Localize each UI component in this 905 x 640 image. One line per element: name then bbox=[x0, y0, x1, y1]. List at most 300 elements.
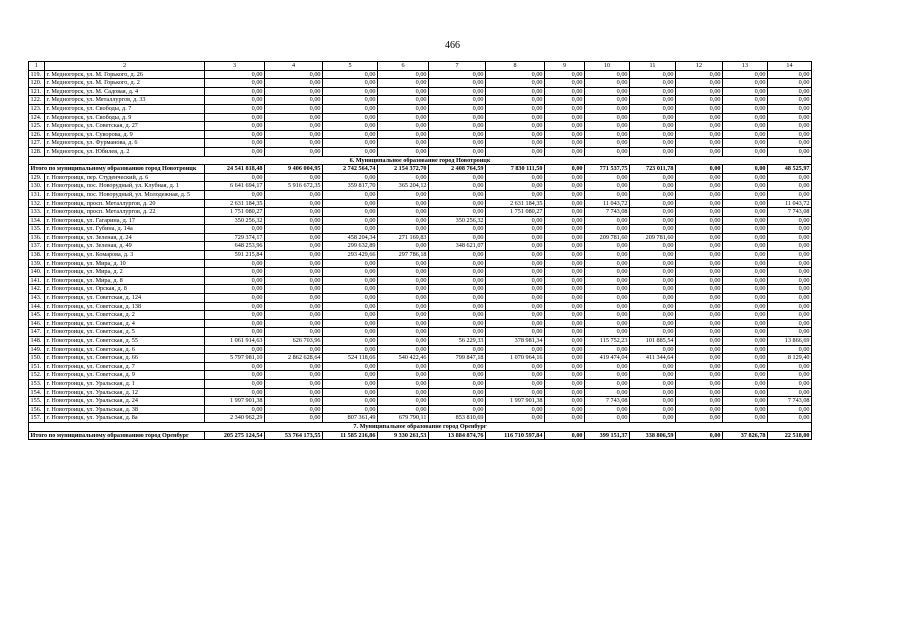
table-row bbox=[29, 233, 812, 242]
row-value: 0,00 bbox=[265, 405, 323, 414]
row-number: 151. bbox=[29, 362, 45, 371]
row-value: 0,00 bbox=[723, 182, 768, 191]
row-value: 0,00 bbox=[205, 328, 265, 337]
row-value: 6 641 694,17 bbox=[205, 182, 265, 191]
column-header: 13 bbox=[723, 62, 768, 71]
row-number: 146. bbox=[29, 319, 45, 328]
row-value: 0,00 bbox=[205, 122, 265, 131]
row-value: 209 781,60 bbox=[630, 233, 676, 242]
table-row bbox=[29, 337, 812, 346]
row-number: 150. bbox=[29, 354, 45, 363]
row-address: г. Новотроицк, ул. Уральская, д. 1 bbox=[45, 379, 205, 388]
row-value: 0,00 bbox=[429, 147, 486, 156]
row-value: 0,00 bbox=[676, 302, 723, 311]
row-value: 0,00 bbox=[429, 388, 486, 397]
row-value: 0,00 bbox=[265, 147, 323, 156]
row-value: 0,00 bbox=[545, 276, 585, 285]
row-value: 0,00 bbox=[545, 328, 585, 337]
row-value: 0,00 bbox=[768, 405, 812, 414]
row-value: 0,00 bbox=[265, 113, 323, 122]
row-value: 626 703,96 bbox=[265, 337, 323, 346]
table-row bbox=[29, 388, 812, 397]
column-header: 10 bbox=[585, 62, 630, 71]
column-header: 12 bbox=[676, 62, 723, 71]
row-value: 0,00 bbox=[545, 259, 585, 268]
row-value: 0,00 bbox=[630, 268, 676, 277]
row-value: 0,00 bbox=[323, 70, 378, 79]
row-address: г. Медногорск, ул. М. Горького, д. 2 bbox=[45, 79, 205, 88]
row-address: г. Новотроицк, ул. Мира, д. 2 bbox=[45, 268, 205, 277]
row-value: 0,00 bbox=[545, 79, 585, 88]
row-value: 0,00 bbox=[265, 139, 323, 148]
row-value: 0,00 bbox=[630, 285, 676, 294]
row-value: 0,00 bbox=[486, 113, 545, 122]
row-value: 0,00 bbox=[545, 87, 585, 96]
row-number: 142. bbox=[29, 285, 45, 294]
row-value: 0,00 bbox=[545, 190, 585, 199]
row-value: 0,00 bbox=[323, 345, 378, 354]
row-value: 0,00 bbox=[486, 225, 545, 234]
row-value: 0,00 bbox=[205, 79, 265, 88]
row-value: 0,00 bbox=[429, 79, 486, 88]
row-value: 0,00 bbox=[723, 216, 768, 225]
row-value: 0,00 bbox=[723, 371, 768, 380]
total-value: 37 826,78 bbox=[723, 431, 768, 440]
table-row bbox=[29, 173, 812, 182]
row-value: 0,00 bbox=[323, 319, 378, 328]
row-value: 0,00 bbox=[378, 285, 429, 294]
row-value: 0,00 bbox=[676, 113, 723, 122]
row-value: 0,00 bbox=[486, 122, 545, 131]
row-value: 0,00 bbox=[630, 371, 676, 380]
row-number: 127. bbox=[29, 139, 45, 148]
row-value: 0,00 bbox=[768, 388, 812, 397]
total-value: 771 537,75 bbox=[585, 165, 630, 174]
row-value: 0,00 bbox=[545, 251, 585, 260]
row-value: 0,00 bbox=[486, 345, 545, 354]
row-value: 0,00 bbox=[545, 139, 585, 148]
row-value: 0,00 bbox=[265, 328, 323, 337]
row-value: 0,00 bbox=[723, 87, 768, 96]
row-value: 0,00 bbox=[630, 96, 676, 105]
row-value: 0,00 bbox=[676, 337, 723, 346]
row-value: 0,00 bbox=[630, 276, 676, 285]
row-value: 0,00 bbox=[585, 130, 630, 139]
row-value: 209 781,60 bbox=[585, 233, 630, 242]
row-value: 0,00 bbox=[486, 216, 545, 225]
row-value: 0,00 bbox=[205, 225, 265, 234]
row-value: 0,00 bbox=[768, 319, 812, 328]
row-value: 0,00 bbox=[585, 190, 630, 199]
row-value: 0,00 bbox=[585, 104, 630, 113]
row-value: 0,00 bbox=[378, 225, 429, 234]
row-value: 0,00 bbox=[723, 122, 768, 131]
row-value: 591 215,84 bbox=[205, 251, 265, 260]
total-value: 2 154 372,70 bbox=[378, 165, 429, 174]
row-value: 0,00 bbox=[630, 70, 676, 79]
row-number: 134. bbox=[29, 216, 45, 225]
table-row bbox=[29, 130, 812, 139]
row-value: 0,00 bbox=[630, 311, 676, 320]
table-row bbox=[29, 139, 812, 148]
row-value: 0,00 bbox=[545, 354, 585, 363]
row-value: 0,00 bbox=[768, 139, 812, 148]
total-value: 2 742 564,74 bbox=[323, 165, 378, 174]
row-value: 0,00 bbox=[723, 113, 768, 122]
row-value: 1 997 901,38 bbox=[205, 397, 265, 406]
total-value: 11 585 216,86 bbox=[323, 431, 378, 440]
row-value: 0,00 bbox=[265, 216, 323, 225]
row-value: 0,00 bbox=[265, 233, 323, 242]
row-value: 0,00 bbox=[323, 208, 378, 217]
row-value: 0,00 bbox=[585, 87, 630, 96]
row-value: 0,00 bbox=[205, 362, 265, 371]
row-value: 0,00 bbox=[630, 259, 676, 268]
row-value: 0,00 bbox=[723, 319, 768, 328]
row-value: 0,00 bbox=[768, 130, 812, 139]
row-value: 0,00 bbox=[429, 233, 486, 242]
row-value: 0,00 bbox=[205, 388, 265, 397]
table-row bbox=[29, 319, 812, 328]
row-value: 0,00 bbox=[630, 414, 676, 423]
row-value: 0,00 bbox=[630, 328, 676, 337]
row-value: 1 997 901,38 bbox=[486, 397, 545, 406]
row-value: 0,00 bbox=[768, 294, 812, 303]
column-header: 4 bbox=[265, 62, 323, 71]
row-value: 0,00 bbox=[676, 294, 723, 303]
total-value: 116 710 597,84 bbox=[486, 431, 545, 440]
row-value: 0,00 bbox=[429, 294, 486, 303]
row-value: 0,00 bbox=[630, 225, 676, 234]
row-value: 0,00 bbox=[378, 139, 429, 148]
row-value: 0,00 bbox=[265, 104, 323, 113]
row-number: 122. bbox=[29, 96, 45, 105]
row-value: 0,00 bbox=[676, 362, 723, 371]
row-number: 125. bbox=[29, 122, 45, 131]
row-value: 0,00 bbox=[676, 225, 723, 234]
row-value: 0,00 bbox=[429, 130, 486, 139]
row-address: г. Новотроицк, ул. Губина, д. 14а bbox=[45, 225, 205, 234]
row-value: 0,00 bbox=[486, 139, 545, 148]
row-value: 0,00 bbox=[585, 276, 630, 285]
row-number: 153. bbox=[29, 379, 45, 388]
section-heading-row bbox=[29, 422, 812, 431]
row-value: 0,00 bbox=[486, 379, 545, 388]
row-value: 0,00 bbox=[585, 70, 630, 79]
row-address: г. Медногорск, ул. Суворова, д. 9 bbox=[45, 130, 205, 139]
column-header: 5 bbox=[323, 62, 378, 71]
row-value: 0,00 bbox=[585, 294, 630, 303]
table-row bbox=[29, 182, 812, 191]
row-value: 0,00 bbox=[378, 345, 429, 354]
row-value: 0,00 bbox=[676, 371, 723, 380]
row-value: 0,00 bbox=[486, 147, 545, 156]
row-value: 0,00 bbox=[486, 182, 545, 191]
row-value: 0,00 bbox=[630, 294, 676, 303]
row-value: 0,00 bbox=[486, 96, 545, 105]
row-value: 0,00 bbox=[323, 173, 378, 182]
column-header: 8 bbox=[486, 62, 545, 71]
row-value: 1 751 080,27 bbox=[486, 208, 545, 217]
row-number: 133. bbox=[29, 208, 45, 217]
row-value: 0,00 bbox=[676, 216, 723, 225]
row-address: г. Новотроицк, ул. Советская, д. 4 bbox=[45, 319, 205, 328]
row-value: 5 797 981,10 bbox=[205, 354, 265, 363]
row-value: 0,00 bbox=[630, 130, 676, 139]
column-header: 9 bbox=[545, 62, 585, 71]
table-row bbox=[29, 276, 812, 285]
row-value: 350 256,32 bbox=[205, 216, 265, 225]
table-row bbox=[29, 397, 812, 406]
row-value: 0,00 bbox=[265, 268, 323, 277]
total-value: 9 330 261,53 bbox=[378, 431, 429, 440]
row-value: 0,00 bbox=[585, 79, 630, 88]
row-value: 0,00 bbox=[429, 345, 486, 354]
row-value: 0,00 bbox=[545, 113, 585, 122]
row-value: 0,00 bbox=[323, 268, 378, 277]
total-row bbox=[29, 165, 812, 174]
row-value: 0,00 bbox=[205, 173, 265, 182]
row-value: 0,00 bbox=[323, 294, 378, 303]
row-address: г. Новотроицк, ул. Гагарина, д. 17 bbox=[45, 216, 205, 225]
row-value: 0,00 bbox=[545, 199, 585, 208]
row-value: 0,00 bbox=[768, 173, 812, 182]
row-address: г. Новотроицк, ул. Советская, д. 6 bbox=[45, 345, 205, 354]
row-value: 0,00 bbox=[768, 216, 812, 225]
row-value: 0,00 bbox=[630, 79, 676, 88]
row-value: 0,00 bbox=[486, 190, 545, 199]
row-address: г. Новотроицк, ул. Комарова, д. 3 bbox=[45, 251, 205, 260]
row-value: 0,00 bbox=[323, 130, 378, 139]
row-value: 0,00 bbox=[486, 233, 545, 242]
row-value: 0,00 bbox=[265, 294, 323, 303]
row-value: 0,00 bbox=[323, 276, 378, 285]
row-value: 7 743,08 bbox=[768, 397, 812, 406]
row-value: 0,00 bbox=[545, 182, 585, 191]
row-value: 0,00 bbox=[676, 259, 723, 268]
row-address: г. Новотроицк, ул. Уральская, д. 12 bbox=[45, 388, 205, 397]
table-row bbox=[29, 268, 812, 277]
table-row bbox=[29, 70, 812, 79]
total-value: 338 806,59 bbox=[630, 431, 676, 440]
row-value: 11 043,72 bbox=[768, 199, 812, 208]
row-value: 0,00 bbox=[585, 268, 630, 277]
row-value: 0,00 bbox=[630, 397, 676, 406]
row-value: 0,00 bbox=[585, 345, 630, 354]
row-value: 0,00 bbox=[545, 96, 585, 105]
row-value: 0,00 bbox=[723, 104, 768, 113]
row-value: 293 429,66 bbox=[323, 251, 378, 260]
total-value: 53 764 173,55 bbox=[265, 431, 323, 440]
column-header: 14 bbox=[768, 62, 812, 71]
row-value: 0,00 bbox=[378, 113, 429, 122]
row-value: 0,00 bbox=[378, 96, 429, 105]
table-row bbox=[29, 225, 812, 234]
row-value: 0,00 bbox=[486, 268, 545, 277]
row-value: 0,00 bbox=[265, 130, 323, 139]
row-value: 0,00 bbox=[723, 242, 768, 251]
row-value: 0,00 bbox=[545, 242, 585, 251]
row-number: 154. bbox=[29, 388, 45, 397]
row-value: 0,00 bbox=[630, 345, 676, 354]
row-value: 0,00 bbox=[429, 199, 486, 208]
row-value: 0,00 bbox=[265, 173, 323, 182]
row-value: 0,00 bbox=[723, 379, 768, 388]
row-value: 0,00 bbox=[378, 216, 429, 225]
row-value: 0,00 bbox=[723, 294, 768, 303]
row-number: 123. bbox=[29, 104, 45, 113]
row-value: 0,00 bbox=[429, 182, 486, 191]
row-value: 350 256,32 bbox=[429, 216, 486, 225]
row-number: 121. bbox=[29, 87, 45, 96]
page-number: 466 bbox=[445, 40, 460, 51]
row-value: 524 118,66 bbox=[323, 354, 378, 363]
row-number: 128. bbox=[29, 147, 45, 156]
row-value: 0,00 bbox=[585, 405, 630, 414]
row-value: 0,00 bbox=[723, 362, 768, 371]
row-value: 0,00 bbox=[486, 276, 545, 285]
row-value: 0,00 bbox=[723, 208, 768, 217]
row-value: 0,00 bbox=[265, 362, 323, 371]
row-value: 0,00 bbox=[265, 87, 323, 96]
row-value: 0,00 bbox=[630, 362, 676, 371]
row-value: 0,00 bbox=[768, 147, 812, 156]
row-address: г. Новотроицк, ул. Советская, д. 2 bbox=[45, 311, 205, 320]
row-value: 101 885,54 bbox=[630, 337, 676, 346]
row-value: 0,00 bbox=[323, 216, 378, 225]
row-value: 0,00 bbox=[585, 362, 630, 371]
row-value: 0,00 bbox=[265, 70, 323, 79]
row-value: 419 474,04 bbox=[585, 354, 630, 363]
row-value: 0,00 bbox=[768, 362, 812, 371]
column-header: 3 bbox=[205, 62, 265, 71]
row-number: 131. bbox=[29, 190, 45, 199]
row-value: 0,00 bbox=[205, 302, 265, 311]
row-value: 0,00 bbox=[323, 285, 378, 294]
row-value: 0,00 bbox=[429, 225, 486, 234]
row-value: 0,00 bbox=[265, 319, 323, 328]
row-value: 0,00 bbox=[545, 233, 585, 242]
row-value: 0,00 bbox=[676, 285, 723, 294]
row-value: 0,00 bbox=[676, 130, 723, 139]
row-value: 0,00 bbox=[265, 225, 323, 234]
row-value: 0,00 bbox=[323, 328, 378, 337]
section-title: 7. Муниципальное образование город Оренбург bbox=[29, 422, 812, 431]
row-value: 679 790,11 bbox=[378, 414, 429, 423]
row-value: 0,00 bbox=[323, 225, 378, 234]
column-header: 11 bbox=[630, 62, 676, 71]
row-value: 0,00 bbox=[429, 251, 486, 260]
row-value: 0,00 bbox=[205, 405, 265, 414]
row-value: 0,00 bbox=[676, 405, 723, 414]
row-value: 0,00 bbox=[429, 113, 486, 122]
row-value: 0,00 bbox=[545, 388, 585, 397]
total-label: Итого по муниципальному образованию город Новотроицк bbox=[29, 165, 205, 174]
row-value: 0,00 bbox=[676, 354, 723, 363]
row-value: 0,00 bbox=[585, 96, 630, 105]
row-address: г. Новотроицк, ул. Советская, д. 5 bbox=[45, 328, 205, 337]
row-value: 0,00 bbox=[630, 122, 676, 131]
row-value: 0,00 bbox=[323, 104, 378, 113]
row-value: 7 743,08 bbox=[768, 208, 812, 217]
row-value: 0,00 bbox=[323, 139, 378, 148]
row-value: 0,00 bbox=[630, 251, 676, 260]
row-value: 0,00 bbox=[768, 311, 812, 320]
row-value: 0,00 bbox=[323, 96, 378, 105]
column-header: 7 bbox=[429, 62, 486, 71]
row-value: 0,00 bbox=[429, 362, 486, 371]
row-value: 0,00 bbox=[676, 268, 723, 277]
row-value: 0,00 bbox=[323, 190, 378, 199]
row-number: 130. bbox=[29, 182, 45, 191]
row-value: 0,00 bbox=[630, 87, 676, 96]
row-address: г. Новотроицк, ул. Советская, д. 9 bbox=[45, 371, 205, 380]
row-value: 0,00 bbox=[585, 319, 630, 328]
row-value: 365 204,12 bbox=[378, 182, 429, 191]
row-value: 0,00 bbox=[723, 414, 768, 423]
row-address: г. Новотроицк, пос. Новорудный, ул. Клубная, д. 1 bbox=[45, 182, 205, 191]
row-value: 0,00 bbox=[545, 173, 585, 182]
table-row bbox=[29, 379, 812, 388]
row-number: 144. bbox=[29, 302, 45, 311]
row-address: г. Новотроицк, ул. Орская, д. 8 bbox=[45, 285, 205, 294]
row-value: 0,00 bbox=[205, 311, 265, 320]
row-value: 0,00 bbox=[585, 311, 630, 320]
total-value: 399 151,37 bbox=[585, 431, 630, 440]
table-row bbox=[29, 302, 812, 311]
row-number: 157. bbox=[29, 414, 45, 423]
row-value: 0,00 bbox=[585, 122, 630, 131]
row-value: 0,00 bbox=[723, 388, 768, 397]
row-value: 0,00 bbox=[723, 233, 768, 242]
row-value: 348 621,07 bbox=[429, 242, 486, 251]
table-row bbox=[29, 371, 812, 380]
row-value: 0,00 bbox=[486, 130, 545, 139]
row-value: 0,00 bbox=[205, 96, 265, 105]
row-value: 0,00 bbox=[429, 268, 486, 277]
row-value: 7 743,08 bbox=[585, 208, 630, 217]
total-value: 13 884 874,76 bbox=[429, 431, 486, 440]
row-value: 0,00 bbox=[378, 79, 429, 88]
row-value: 0,00 bbox=[676, 199, 723, 208]
row-value: 0,00 bbox=[585, 225, 630, 234]
row-value: 0,00 bbox=[545, 414, 585, 423]
row-value: 0,00 bbox=[676, 251, 723, 260]
row-number: 124. bbox=[29, 113, 45, 122]
row-value: 299 632,89 bbox=[323, 242, 378, 251]
table-header-row bbox=[29, 62, 812, 71]
row-value: 0,00 bbox=[486, 104, 545, 113]
row-value: 0,00 bbox=[585, 139, 630, 148]
row-value: 458 204,34 bbox=[323, 233, 378, 242]
row-value: 0,00 bbox=[545, 397, 585, 406]
row-number: 138. bbox=[29, 251, 45, 260]
table-row bbox=[29, 96, 812, 105]
row-value: 0,00 bbox=[265, 208, 323, 217]
table-row bbox=[29, 285, 812, 294]
total-label: Итого по муниципальному образованию город Оренбург bbox=[29, 431, 205, 440]
row-value: 5 916 672,35 bbox=[265, 182, 323, 191]
row-value: 0,00 bbox=[676, 388, 723, 397]
row-value: 0,00 bbox=[630, 208, 676, 217]
row-number: 132. bbox=[29, 199, 45, 208]
row-value: 0,00 bbox=[205, 268, 265, 277]
row-value: 0,00 bbox=[429, 259, 486, 268]
row-value: 0,00 bbox=[429, 96, 486, 105]
row-value: 0,00 bbox=[486, 362, 545, 371]
row-value: 0,00 bbox=[265, 285, 323, 294]
row-value: 0,00 bbox=[265, 242, 323, 251]
